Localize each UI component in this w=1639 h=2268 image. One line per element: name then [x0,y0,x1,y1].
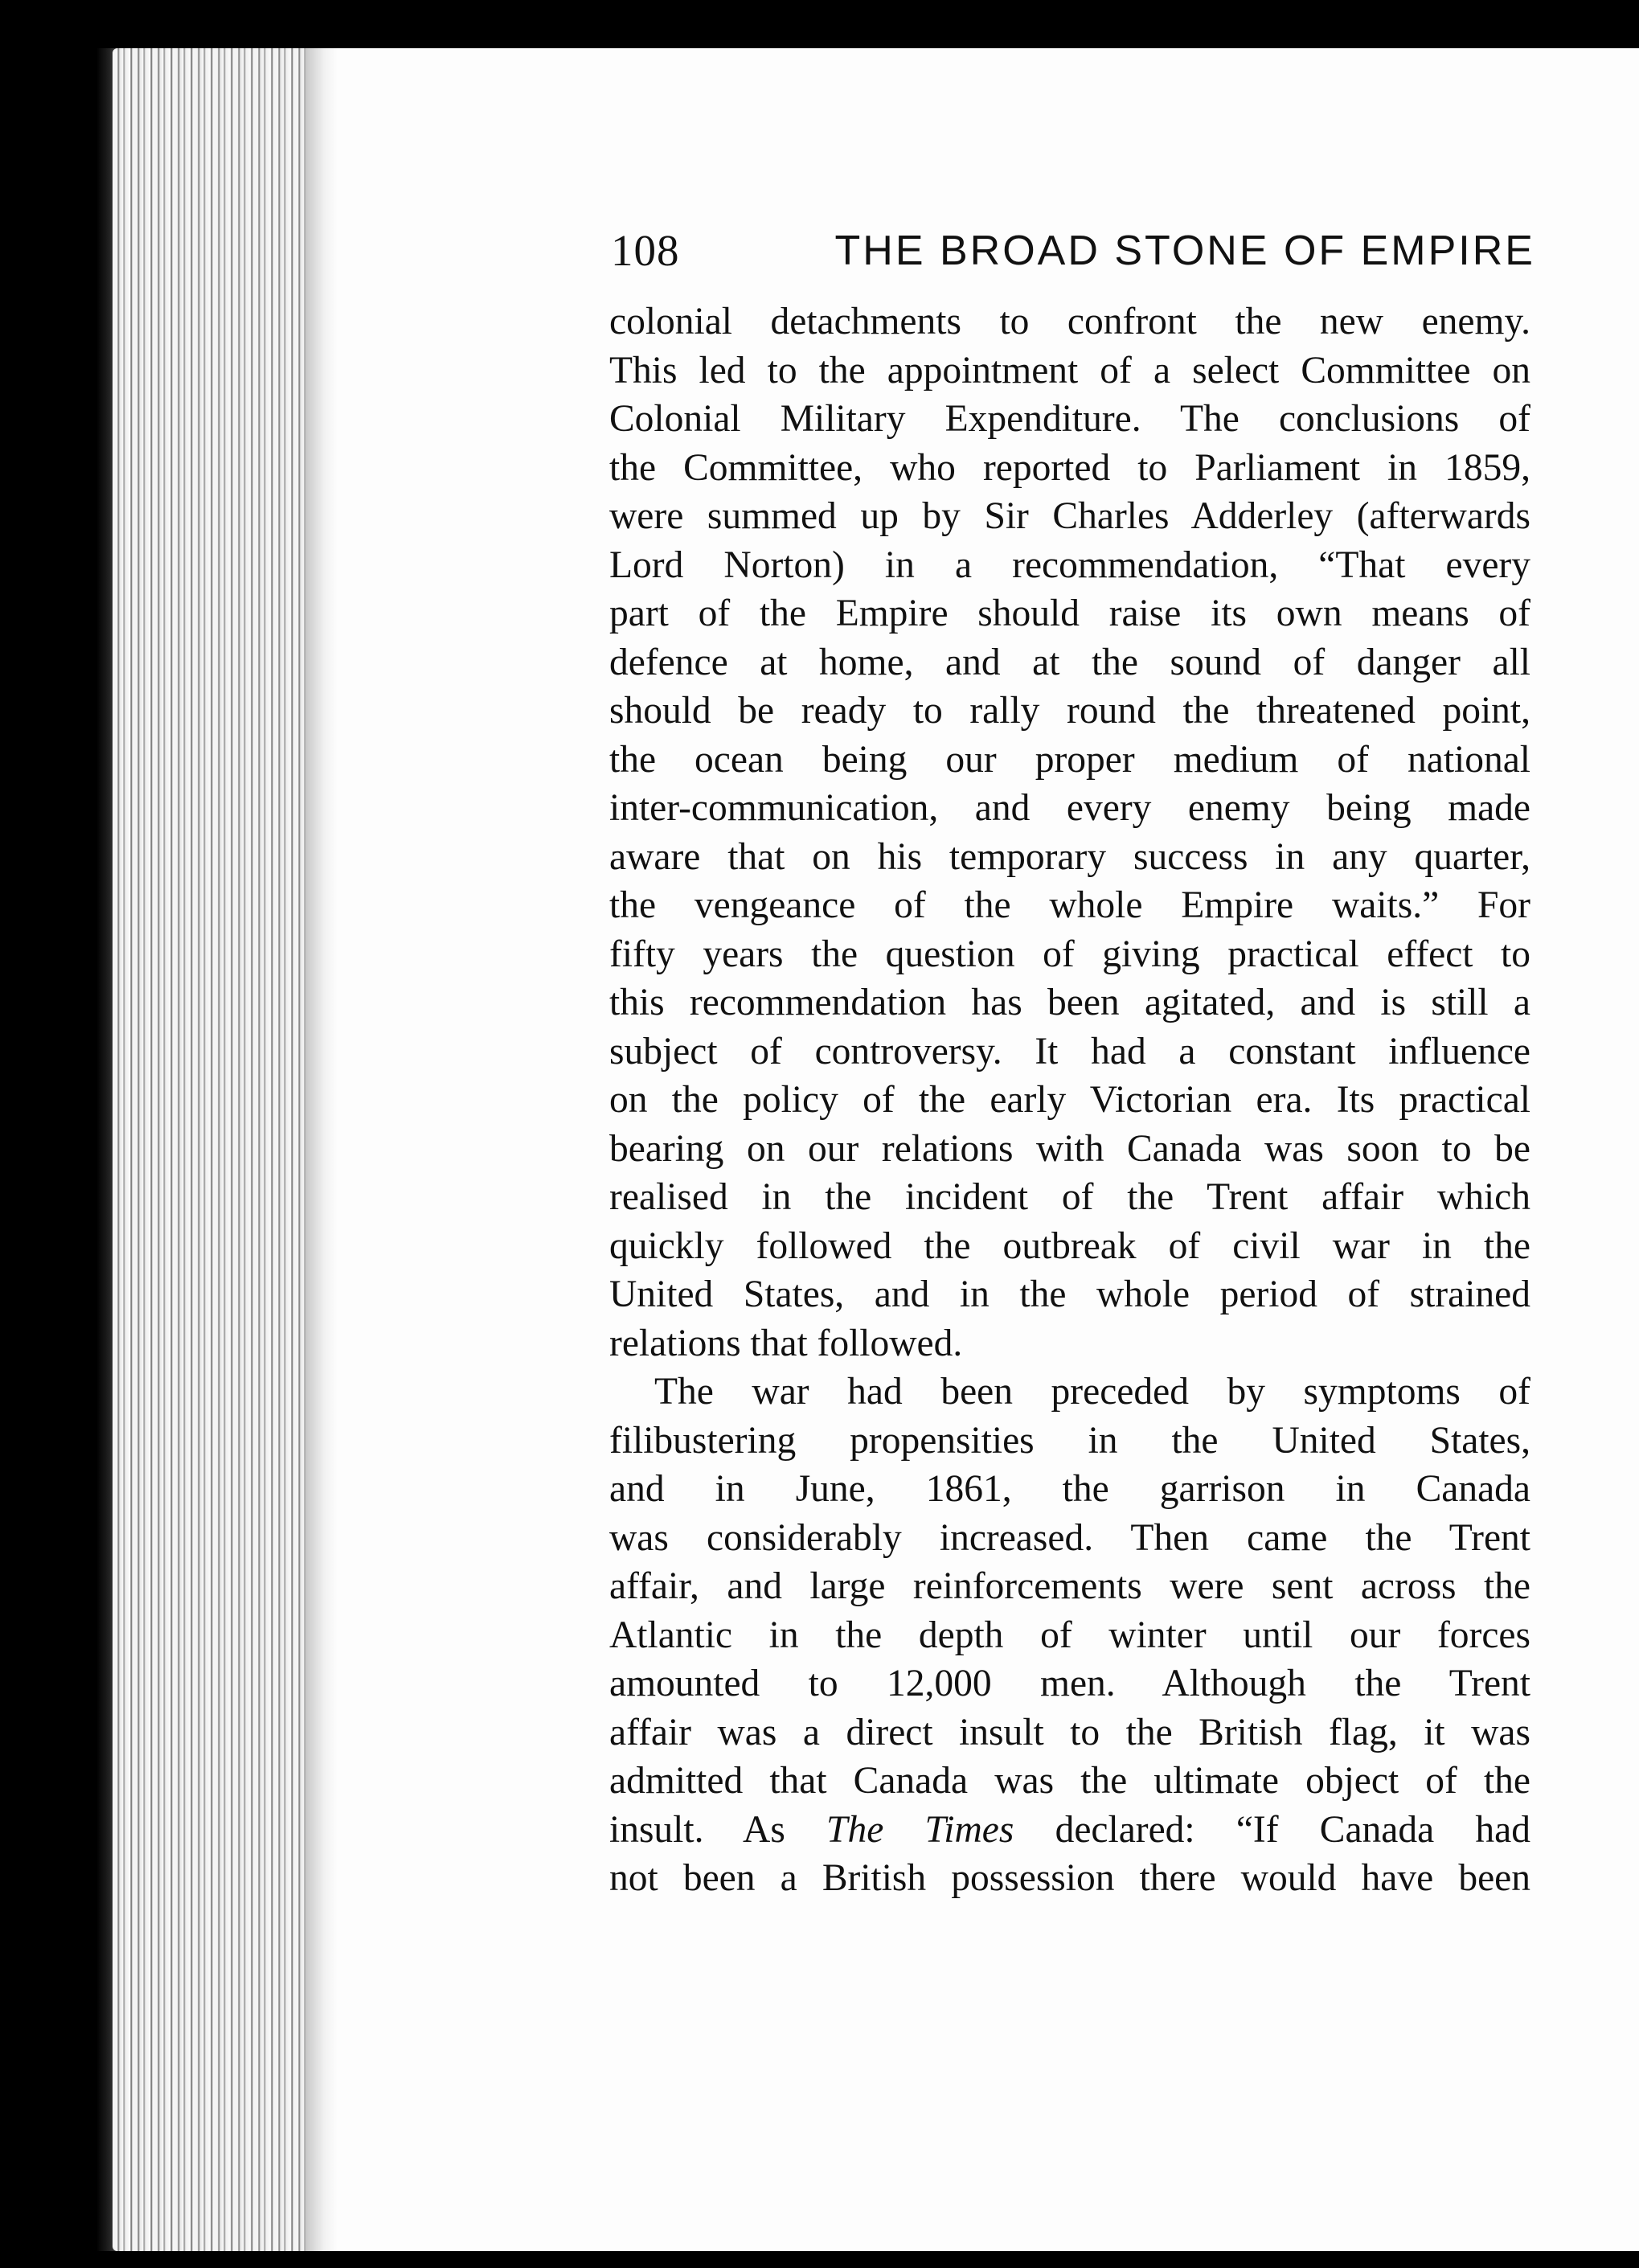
text-line: colonial detachments to confront the new enemy. [609,301,1530,342]
running-title: THE BROAD STONE OF EMPIRE [834,228,1535,274]
text-line: This led to the appointment of a select Committee on [609,349,1530,392]
text-line: Colonial Military Expenditure. The conclusions of [609,398,1530,440]
text-line: should be ready to rally round the threatened point, [609,690,1530,732]
page-edges [113,48,322,2251]
text-line: this recommendation has been agitated, and is still a [609,982,1530,1023]
text-line: United States, and in the whole period of strained [609,1273,1530,1315]
text-line: admitted that Canada was the ultimate object of the [609,1760,1530,1802]
text-line: were summed up by Sir Charles Adderley (afterwards [609,495,1530,537]
text-line: bearing on our relations with Canada was soon to be [609,1127,1530,1170]
text-line-with-italic [609,1806,1530,1855]
text-line: affair was a direct insult to the British flag, it was [609,1711,1530,1753]
body-text [609,297,1530,1903]
text-line: quickly followed the outbreak of civil war in the [609,1224,1530,1267]
text-line: realised in the incident of the Trent affair which [609,1176,1530,1218]
text-line: inter-communication, and every enemy being made [609,787,1530,829]
text-line: was considerably increased. Then came the Trent [609,1516,1530,1559]
page-number: 108 [611,226,680,275]
text-line: filibustering propensities in the United States, [609,1419,1530,1462]
text-line: defence at home, and at the sound of danger all [609,641,1530,683]
text-line: fifty years the question of giving practical effect to [609,933,1530,975]
text-line: not been a British possession there would have been [609,1857,1530,1899]
text-line: the Committee, who reported to Parliament in 1859, [609,446,1530,489]
text-segment: declared: “If Canada had [1014,1808,1530,1851]
italic-title: The Times [826,1808,1014,1851]
paragraph-first-line: The war had been preceded by symptoms of [654,1371,1530,1413]
text-line: on the policy of the early Victorian era. Its practical [609,1079,1530,1121]
text-line: Atlantic in the depth of winter until our forces [609,1614,1530,1656]
running-head [611,219,1535,283]
text-line: amounted to 12,000 men. Although the Trent [609,1663,1530,1704]
text-line: relations that followed. [609,1322,963,1364]
text-line: part of the Empire should raise its own means of [609,593,1530,634]
page-fold-shadow [305,48,338,2251]
text-segment: insult. As [609,1808,827,1851]
text-line: affair, and large reinforcements were sent across the [609,1565,1530,1607]
text-line: and in June, 1861, the garrison in Canada [609,1468,1530,1510]
text-line: aware that on his temporary success in any quarter, [609,835,1530,878]
text-line: Lord Norton) in a recommendation, “That every [609,543,1530,586]
text-line: subject of controversy. It had a constant influence [609,1030,1530,1072]
text-line: the vengeance of the whole Empire waits.” For [609,884,1530,926]
text-line: the ocean being our proper medium of national [609,738,1530,781]
